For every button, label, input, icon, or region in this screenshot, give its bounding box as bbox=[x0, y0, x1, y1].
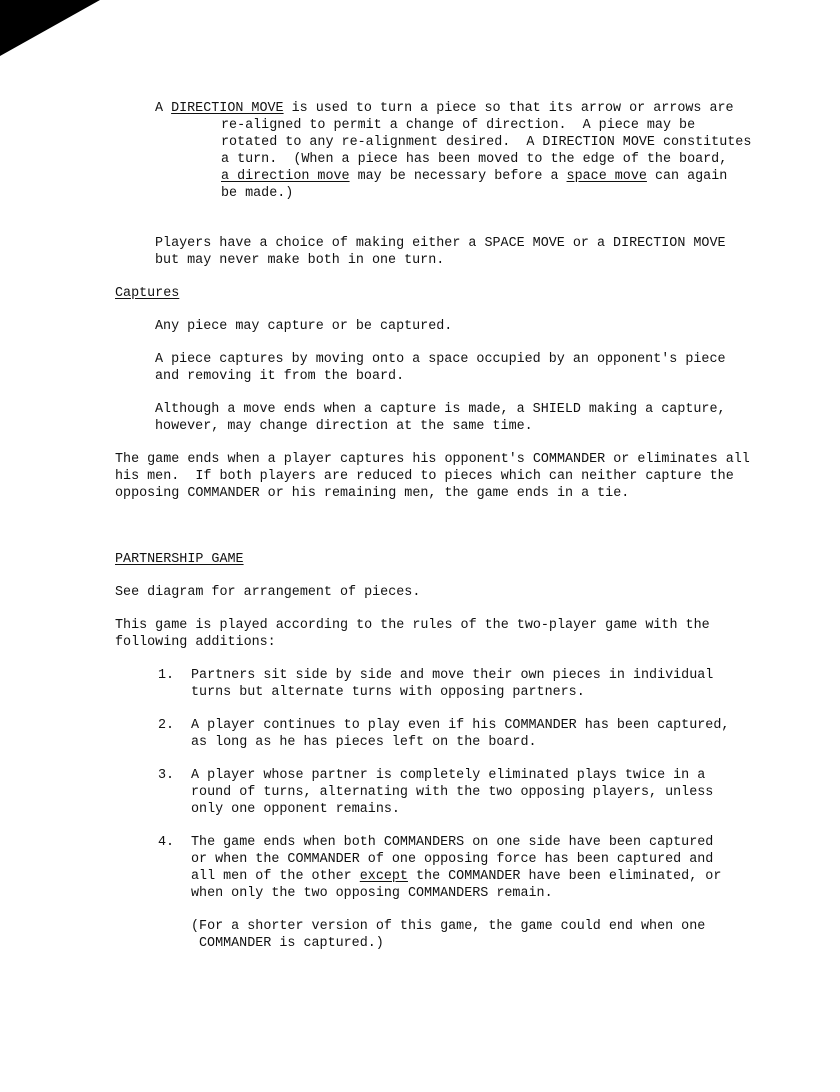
captures-paragraph-2-line-2: and removing it from the board. bbox=[155, 369, 405, 384]
direction-move-line-2: re-aligned to permit a change of direction. A piece may be bbox=[221, 118, 696, 133]
choice-line-1: Players have a choice of making either a SPACE MOVE or a DIRECTION MOVE bbox=[155, 236, 726, 251]
rule-3-line-2: round of turns, alternating with the two opposing players, unless bbox=[191, 785, 714, 800]
captures-paragraph-2-line-1: A piece captures by moving onto a space occupied by an opponent's piece bbox=[155, 352, 726, 367]
direction-move-term: DIRECTION MOVE bbox=[171, 101, 284, 116]
partnership-heading: PARTNERSHIP GAME bbox=[115, 552, 244, 567]
rule-4-line-3: all men of the other except the COMMANDER have been eliminated, or bbox=[191, 869, 722, 884]
rule-4-line-1: The game ends when both COMMANDERS on one side have been captured bbox=[191, 835, 714, 850]
rule-4-line-2: or when the COMMANDER of one opposing force has been captured and bbox=[191, 852, 714, 867]
game-end-line-2: his men. If both players are reduced to pieces which can neither capture the bbox=[115, 469, 734, 484]
direction-move-line-5: a direction move may be necessary before a space move can again bbox=[221, 169, 728, 184]
captures-paragraph-3-line-2: however, may change direction at the same time. bbox=[155, 419, 533, 434]
captures-paragraph-3-line-1: Although a move ends when a capture is made, a SHIELD making a capture, bbox=[155, 402, 726, 417]
rule-number: 3. bbox=[158, 768, 175, 783]
rule-2-line-2: as long as he has pieces left on the board. bbox=[191, 735, 537, 750]
partnership-paragraph-2-line-1: This game is played according to the rules of the two-player game with the bbox=[115, 618, 710, 633]
direction-move-line-6: be made.) bbox=[221, 186, 294, 201]
rule-number: 2. bbox=[158, 718, 175, 733]
rule-3-line-3: only one opponent remains. bbox=[191, 802, 400, 817]
rule-number: 4. bbox=[158, 835, 175, 850]
rule-4-line-4: when only the two opposing COMMANDERS remain. bbox=[191, 886, 553, 901]
game-end-line-3: opposing COMMANDER or his remaining men, the game ends in a tie. bbox=[115, 486, 630, 501]
game-end-line-1: The game ends when a player captures his opponent's COMMANDER or eliminates all bbox=[115, 452, 750, 467]
rule-3-line-1: A player whose partner is completely eliminated plays twice in a bbox=[191, 768, 706, 783]
partnership-paragraph-1: See diagram for arrangement of pieces. bbox=[115, 585, 421, 600]
captures-paragraph-1: Any piece may capture or be captured. bbox=[155, 319, 453, 334]
scan-corner-mark bbox=[0, 0, 100, 56]
rule-number: 1. bbox=[158, 668, 175, 683]
shorter-version-note-line-1: (For a shorter version of this game, the game could end when one bbox=[191, 919, 706, 934]
partnership-paragraph-2-line-2: following additions: bbox=[115, 635, 276, 650]
direction-move-line-1: A DIRECTION MOVE is used to turn a piece so that its arrow or arrows are bbox=[155, 101, 734, 116]
direction-move-line-3: rotated to any re-alignment desired. A DIRECTION MOVE constitutes bbox=[221, 135, 752, 150]
rule-2-line-1: A player continues to play even if his COMMANDER has been captured, bbox=[191, 718, 730, 733]
captures-heading: Captures bbox=[115, 286, 180, 301]
shorter-version-note-line-2: COMMANDER is captured.) bbox=[199, 936, 384, 951]
rule-1-line-2: turns but alternate turns with opposing partners. bbox=[191, 685, 585, 700]
direction-move-line-4: a turn. (When a piece has been moved to the edge of the board, bbox=[221, 152, 728, 167]
except-term: except bbox=[359, 869, 408, 884]
choice-line-2: but may never make both in one turn. bbox=[155, 253, 445, 268]
rule-1-line-1: Partners sit side by side and move their own pieces in individual bbox=[191, 668, 714, 683]
